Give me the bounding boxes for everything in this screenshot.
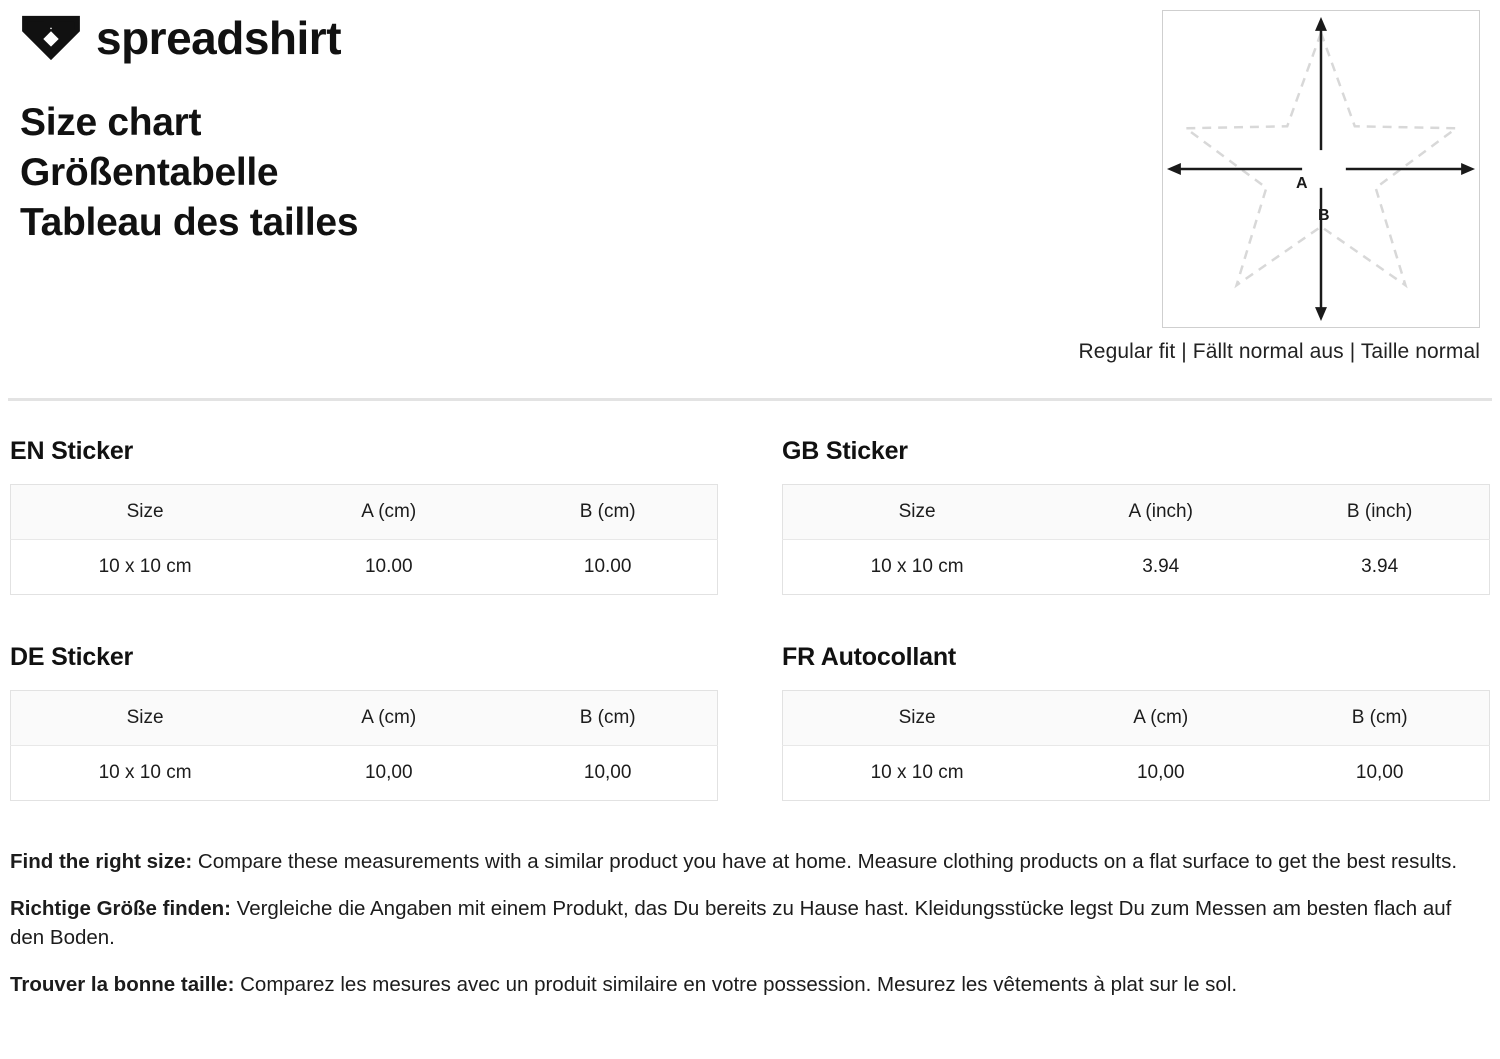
column-header-b: B (inch) bbox=[1270, 485, 1489, 540]
diagram-label-b: B bbox=[1318, 207, 1330, 224]
size-table-en bbox=[10, 484, 718, 595]
cell-a: 10,00 bbox=[1136, 762, 1185, 783]
column-header-size: Size bbox=[783, 691, 1052, 746]
cell-a: 10.00 bbox=[364, 556, 413, 577]
note-de bbox=[10, 894, 1490, 952]
column-header-a: A (cm) bbox=[279, 485, 498, 540]
table-title-fr: FR Autocollant bbox=[782, 643, 957, 671]
spreadshirt-heart-logo-icon bbox=[20, 12, 82, 64]
cell-b: 10.00 bbox=[583, 556, 632, 577]
page-header bbox=[8, 0, 1492, 364]
column-header-b: B (cm) bbox=[498, 691, 717, 746]
table-header-row bbox=[783, 691, 1490, 746]
note-text-de: Vergleiche die Angaben mit einem Produkt, das Du bereits zu Hause hast. Kleidungsstücke legst Du zum Messen am besten flach auf den Boden. bbox=[10, 897, 1452, 950]
note-lead-fr: Trouver la bonne taille: bbox=[10, 973, 235, 997]
cell-size: 10 x 10 cm bbox=[98, 556, 192, 577]
column-header-b: B (cm) bbox=[498, 485, 717, 540]
column-header-a: A (cm) bbox=[1051, 691, 1270, 746]
cell-a: 10,00 bbox=[364, 762, 413, 783]
cell-size: 10 x 10 cm bbox=[870, 556, 964, 577]
column-header-size: Size bbox=[783, 485, 1052, 540]
cell-a: 3.94 bbox=[1142, 556, 1180, 577]
table-row bbox=[783, 746, 1490, 801]
table-block-en bbox=[10, 437, 718, 595]
brand-logo bbox=[20, 12, 358, 64]
note-text-fr: Comparez les mesures avec un produit similaire en votre possession. Mesurez les vêtements à plat sur le sol. bbox=[234, 973, 1238, 997]
column-header-b: B (cm) bbox=[1270, 691, 1489, 746]
cell-size: 10 x 10 cm bbox=[870, 762, 964, 783]
cell-b: 10,00 bbox=[583, 762, 632, 783]
size-tables bbox=[8, 437, 1492, 801]
table-block-fr bbox=[782, 643, 1490, 801]
table-row bbox=[783, 540, 1490, 595]
diagram-label-a: A bbox=[1296, 175, 1308, 192]
star-outline-dashed-icon bbox=[1163, 11, 1479, 327]
column-header-a: A (inch) bbox=[1051, 485, 1270, 540]
measurement-diagram bbox=[1079, 8, 1492, 364]
table-block-gb bbox=[782, 437, 1490, 595]
page-title-de: Größentabelle bbox=[20, 150, 279, 194]
column-header-size: Size bbox=[11, 485, 280, 540]
page-title bbox=[20, 98, 358, 248]
table-title-de: DE Sticker bbox=[10, 643, 134, 671]
brand-and-title bbox=[8, 8, 358, 248]
table-header-row bbox=[783, 485, 1490, 540]
size-table-fr bbox=[782, 690, 1490, 801]
note-text-en: Compare these measurements with a similar product you have at home. Measure clothing products on a flat surface to get the best results. bbox=[192, 850, 1458, 873]
size-table-gb bbox=[782, 484, 1490, 595]
fit-note: Regular fit | Fällt normal aus | Taille normal bbox=[1078, 340, 1480, 363]
note-fr bbox=[10, 970, 1490, 999]
cell-b: 3.94 bbox=[1361, 556, 1399, 577]
table-block-de bbox=[10, 643, 718, 801]
cell-b: 10,00 bbox=[1355, 762, 1404, 783]
measuring-notes bbox=[8, 847, 1492, 999]
table-header-row bbox=[11, 485, 718, 540]
table-row bbox=[11, 746, 718, 801]
note-lead-en: Find the right size: bbox=[10, 850, 193, 873]
brand-name: spreadshirt bbox=[96, 12, 342, 64]
page-title-fr: Tableau des tailles bbox=[20, 200, 359, 244]
page-title-en: Size chart bbox=[20, 101, 202, 144]
diagram-frame bbox=[1162, 10, 1480, 328]
table-title-gb: GB Sticker bbox=[782, 437, 908, 465]
table-title-en: EN Sticker bbox=[10, 437, 134, 465]
note-en bbox=[10, 847, 1490, 876]
cell-size: 10 x 10 cm bbox=[98, 762, 192, 783]
table-header-row bbox=[11, 691, 718, 746]
note-lead-de: Richtige Größe finden: bbox=[10, 897, 231, 921]
column-header-size: Size bbox=[11, 691, 280, 746]
table-row bbox=[11, 540, 718, 595]
header-divider bbox=[8, 398, 1492, 401]
size-table-de bbox=[10, 690, 718, 801]
column-header-a: A (cm) bbox=[279, 691, 498, 746]
